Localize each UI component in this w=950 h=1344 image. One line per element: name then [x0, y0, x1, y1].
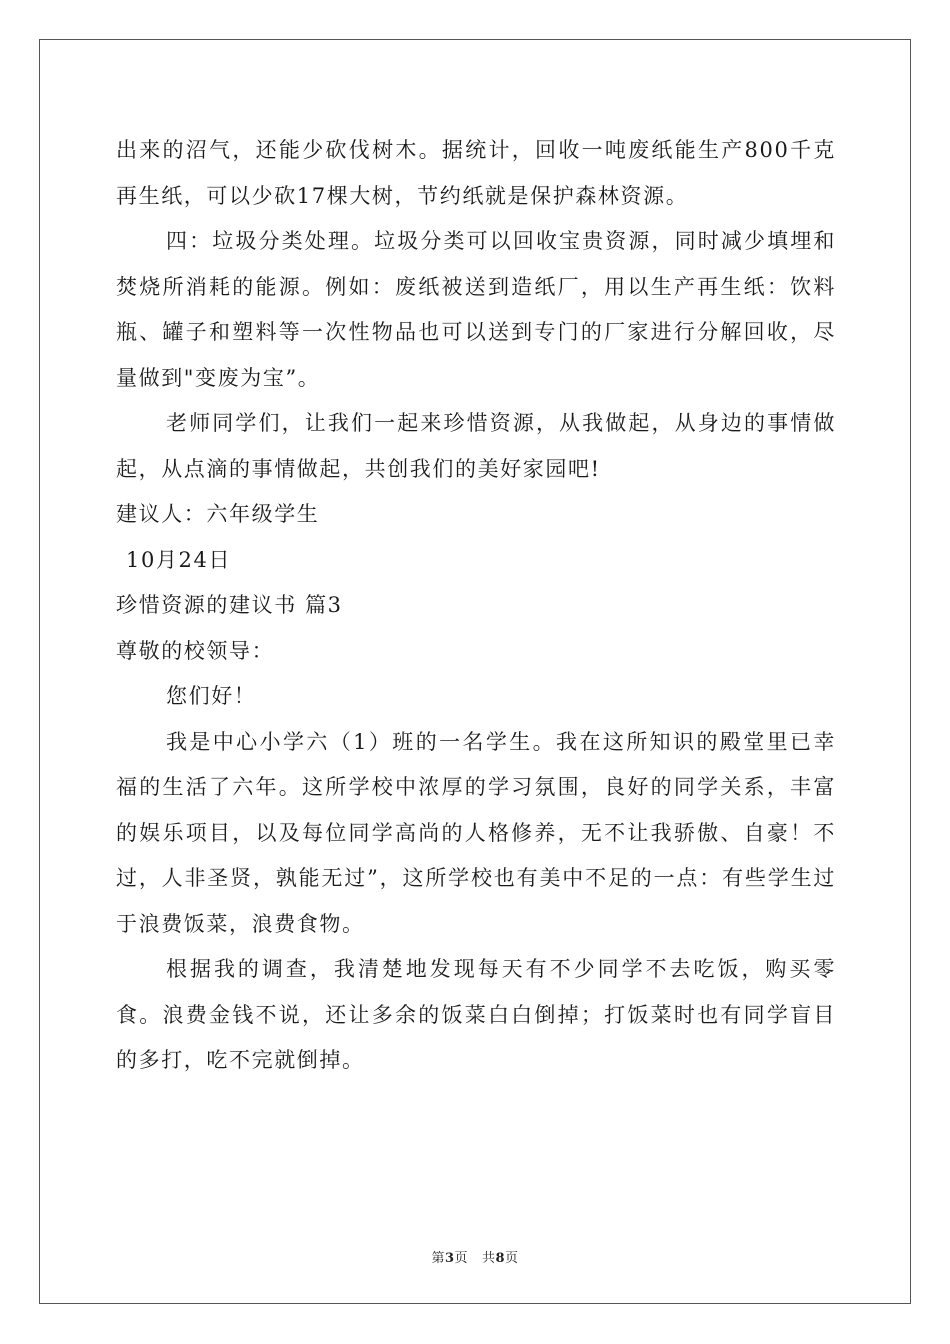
footer-total-prefix: 共 — [481, 1251, 496, 1266]
paragraph-continuation: 出来的沼气，还能少砍伐树木。据统计，回收一吨废纸能生产800千克再生纸，可以少砍17棵大树，节约纸就是保护森林资源。 — [116, 138, 836, 208]
footer-prefix: 第 — [431, 1251, 445, 1266]
paragraph-sorting: 四：垃圾分类处理。垃圾分类可以回收宝贵资源，同时减少填埋和焚烧所消耗的能源。例如：废纸被送到造纸厂，用以生产再生纸：饮料瓶、罐子和塑料等一次性物品也可以送到专门的厂家进行分解回收，尽量做到"变废为宝”。 — [116, 229, 836, 390]
footer-total-suffix: 页 — [505, 1251, 519, 1266]
signature: 建议人：六年级学生 — [116, 502, 320, 526]
salutation: 尊敬的校领导： — [116, 638, 275, 663]
page-footer — [0, 1247, 950, 1266]
paragraph-investigation: 根据我的调查，我清楚地发现每天有不少同学不去吃饭，购买零食。浪费金钱不说，还让多余的饭菜白白倒掉；打饭菜时也有同学盲目的多打，吃不完就倒掉。 — [116, 957, 836, 1072]
greeting: 您们好！ — [166, 684, 257, 708]
current-page-number: 3 — [444, 1251, 455, 1266]
document-body — [116, 128, 836, 1084]
paragraph-appeal: 老师同学们，让我们一起来珍惜资源，从我做起，从身边的事情做起，从点滴的事情做起，共创我们的美好家园吧! — [116, 411, 836, 481]
date: 10月24日 — [126, 547, 232, 572]
total-pages-number: 8 — [495, 1251, 506, 1266]
section-title: 珍惜资源的建议书 篇3 — [116, 593, 343, 617]
footer-page-suffix: 页 — [454, 1251, 469, 1266]
paragraph-introduction: 我是中心小学六（1）班的一名学生。我在这所知识的殿堂里已幸福的生活了六年。这所学校中浓厚的学习氛围，良好的同学关系，丰富的娱乐项目，以及每位同学高尚的人格修养，无不让我骄傲、自豪！不过，人非圣贤，孰能无过”，这所学校也有美中不足的一点：有些学生过于浪费饭菜，浪费食物。 — [116, 729, 836, 936]
